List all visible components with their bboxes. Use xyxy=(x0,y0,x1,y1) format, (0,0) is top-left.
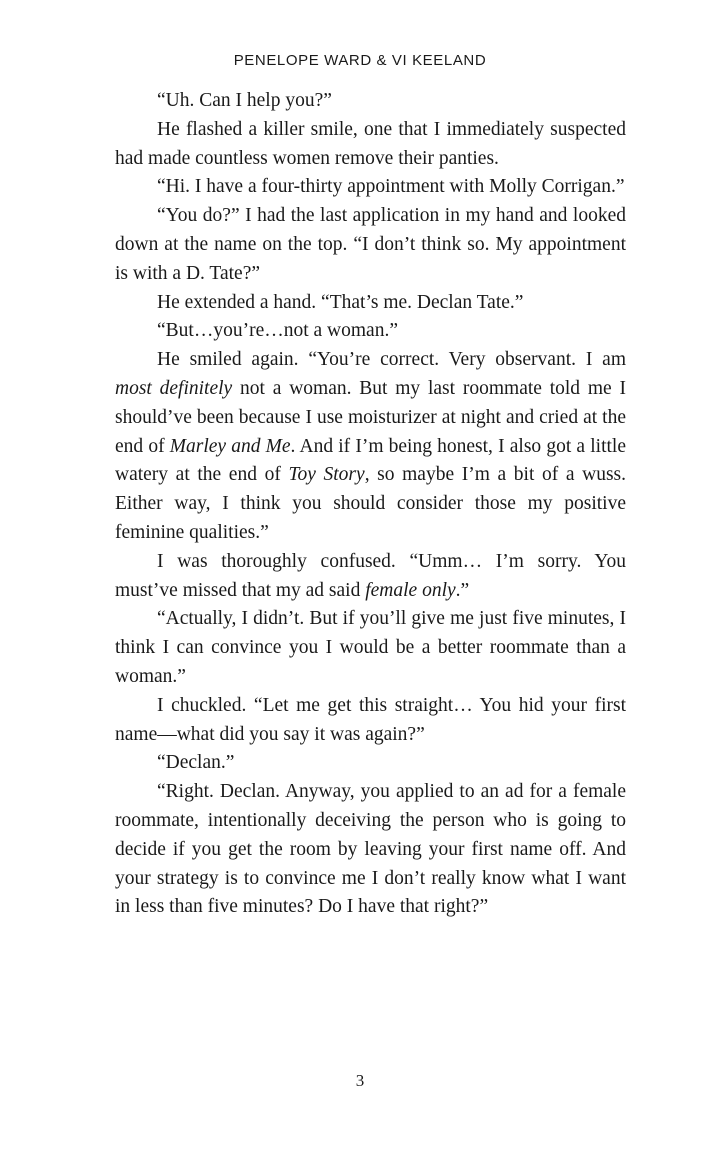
text-run: not a woman. But my last roommate told me I should’ve been because I use moisturizer at night and cried at the end of xyxy=(115,377,626,457)
text-run: “Hi. I have a four-thirty appointment with Molly Corrigan.” xyxy=(157,176,625,198)
text-run: .” xyxy=(455,579,470,601)
body-text xyxy=(115,87,626,922)
text-run: “Uh. Can I help you?” xyxy=(157,90,332,111)
paragraph xyxy=(115,692,626,750)
text-run: “Declan.” xyxy=(157,752,235,774)
text-run: , so maybe I’m a bit of a wuss. Either way, I think you should consider those my positive feminine qualities.” xyxy=(115,464,626,543)
text-run: He smiled again. “You’re correct. Very observant. I am xyxy=(157,349,626,371)
text-run: . And if I’m being honest, I also got a little watery at the end of xyxy=(115,435,626,486)
running-head: PENELOPE WARD & VI KEELAND xyxy=(233,52,487,69)
paragraph xyxy=(115,346,626,548)
text-run: He extended a hand. “That’s me. Declan Tate.” xyxy=(157,291,524,313)
paragraph xyxy=(115,749,626,778)
page-number: 3 xyxy=(355,1071,365,1090)
paragraph xyxy=(115,202,626,288)
paragraph xyxy=(115,173,626,202)
text-run: “But…you’re…not a woman.” xyxy=(157,320,398,342)
italic-text: female only xyxy=(365,579,456,601)
text-run: He flashed a killer smile, one that I immediately suspected had made countless women remove their panties. xyxy=(115,118,626,169)
paragraph xyxy=(115,317,626,346)
text-run: “Actually, I didn’t. But if you’ll give me just five minutes, I think I can convince you I would be a better roommate than a woman.” xyxy=(115,608,626,687)
text-run: “Right. Declan. Anyway, you applied to an ad for a female roommate, intentionally deceiving the person who is going to decide if you get the room by leaving your first name off. And your strategy is to convince me I don’t really know what I want in less than five minutes? Do I have that right?” xyxy=(115,781,626,918)
paragraph xyxy=(115,87,626,116)
italic-text: Marley and Me xyxy=(169,435,291,457)
text-run: I chuckled. “Let me get this straight… You hid your first name—what did you say it was again?” xyxy=(115,694,626,745)
italic-text: Toy Story xyxy=(288,464,365,486)
paragraph xyxy=(115,778,626,922)
paragraph xyxy=(115,548,626,606)
italic-text: most definitely xyxy=(115,377,233,399)
text-run: I was thoroughly confused. “Umm… I’m sorry. You must’ve missed that my ad said xyxy=(115,550,626,601)
paragraph xyxy=(115,289,626,318)
paragraph xyxy=(115,116,626,174)
paragraph xyxy=(115,605,626,691)
text-run: “You do?” I had the last application in my hand and looked down at the name on the top. “I don’t think so. My appointment is with a D. Tate?” xyxy=(115,205,626,284)
